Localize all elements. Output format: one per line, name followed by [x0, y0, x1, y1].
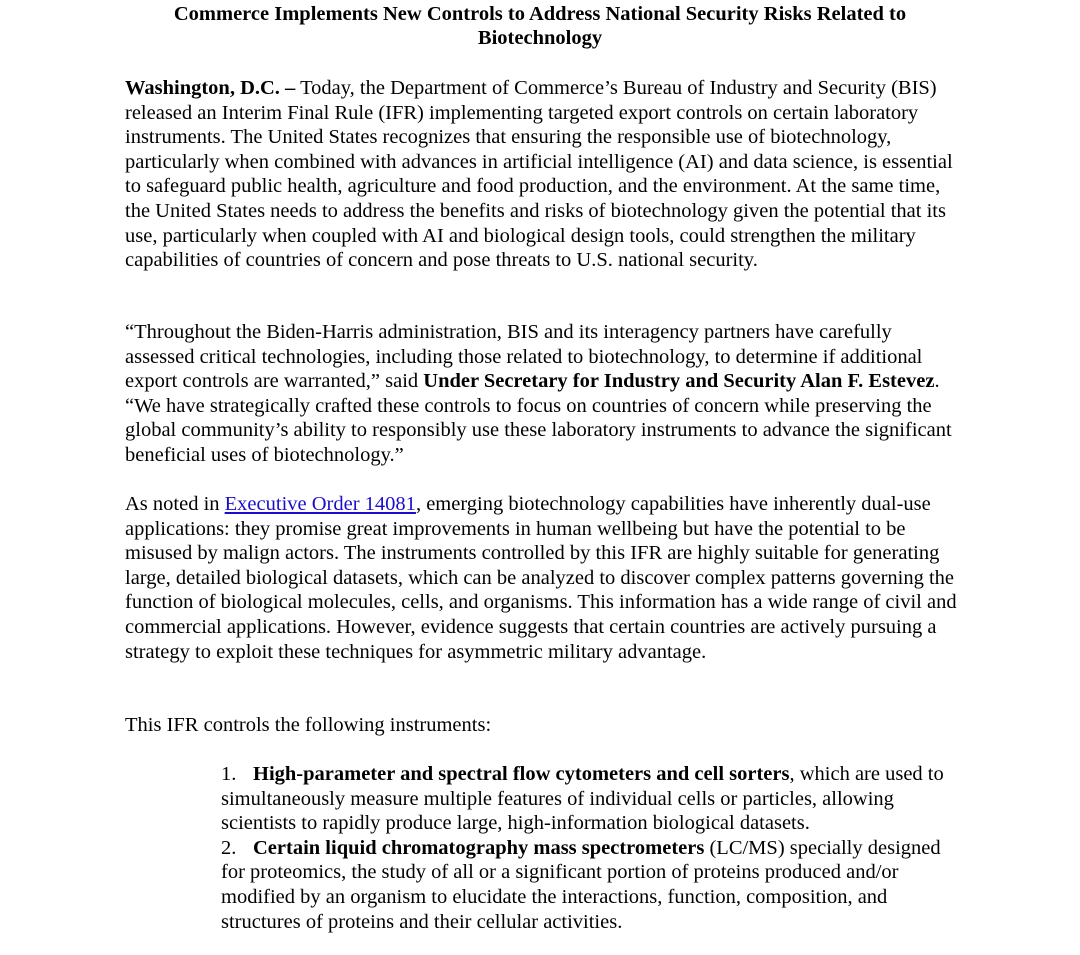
eo-intro: As noted in	[125, 493, 225, 515]
eo-body: , emerging biotechnology capabilities have inherently dual-use applications: they promise great improvements in human wellbeing but have the potential to be misused by malign actors. The instruments controlled by this IFR are highly suitable for generating large, detailed biological datasets, which can be analyzed to discover complex patterns governing the function of biological molecules, cells, and organisms. This information has a wide range of civil and commercial applications. However, evidence suggests that certain countries are actively pursuing a strategy to exploit these techniques for asymmetric military advantage.	[125, 493, 957, 663]
title-line-1: Commerce Implements New Controls to Address National Security Risks Related to	[173, 3, 907, 25]
list-item	[221, 762, 961, 836]
dateline: Washington, D.C. –	[125, 77, 296, 99]
quote-start: “Throughout the Biden-Harris administration, BIS and its interagency partners have carefully assessed critical technologies, including those related to biotechnology, to determine if additional export controls are warranted,” said	[125, 321, 923, 393]
list-item	[221, 836, 961, 934]
list-item-description: (LC/MS) specially designed for proteomics, the study of all or a significant portion of proteins produced and/or modified by an organism to elucidate the interactions, function, composition, and structures of proteins and their cellular activities.	[221, 836, 941, 933]
paragraph-quote	[125, 320, 965, 468]
list-item-description: , which are used to simultaneously measure multiple features of individual cells or particles, allowing scientists to rapidly produce large, high-information biological datasets.	[221, 763, 944, 835]
paragraph-controls-intro: This IFR controls the following instruments:	[125, 714, 492, 736]
quote-speaker: Under Secretary for Industry and Security Alan F. Estevez	[423, 370, 935, 393]
list-item-title: Certain liquid chromatography mass spectrometers	[253, 836, 705, 859]
instruments-list	[221, 762, 961, 934]
quote-end: . “We have strategically crafted these controls to focus on countries of concern while preserving the global community’s ability to responsibly use these laboratory instruments to advance the significant beneficial uses of biotechnology.”	[125, 370, 952, 466]
paragraph-executive-order	[125, 492, 965, 664]
list-item-number: 1.	[221, 763, 237, 785]
paragraph-intro	[125, 76, 965, 273]
executive-order-link[interactable]: Executive Order 14081	[224, 493, 416, 515]
page-title	[100, 2, 980, 50]
list-item-number: 2.	[221, 836, 237, 859]
intro-body: Today, the Department of Commerce’s Bureau of Industry and Security (BIS) released an Interim Final Rule (IFR) implementing targeted export controls on certain laboratory instruments. The United States recognizes that ensuring the responsible use of biotechnology, particularly when combined with advances in artificial intelligence (AI) and data science, is essential to safeguard public health, agriculture and food production, and the environment. At the same time, the United States needs to address the benefits and risks of biotechnology given the potential that its use, particularly when coupled with AI and biological design tools, could strengthen the military capabilities of countries of concern and pose threats to U.S. national security.	[125, 77, 953, 272]
list-item-title: High-parameter and spectral flow cytometers and cell sorters	[253, 763, 790, 785]
title-line-2: Biotechnology	[477, 27, 603, 49]
